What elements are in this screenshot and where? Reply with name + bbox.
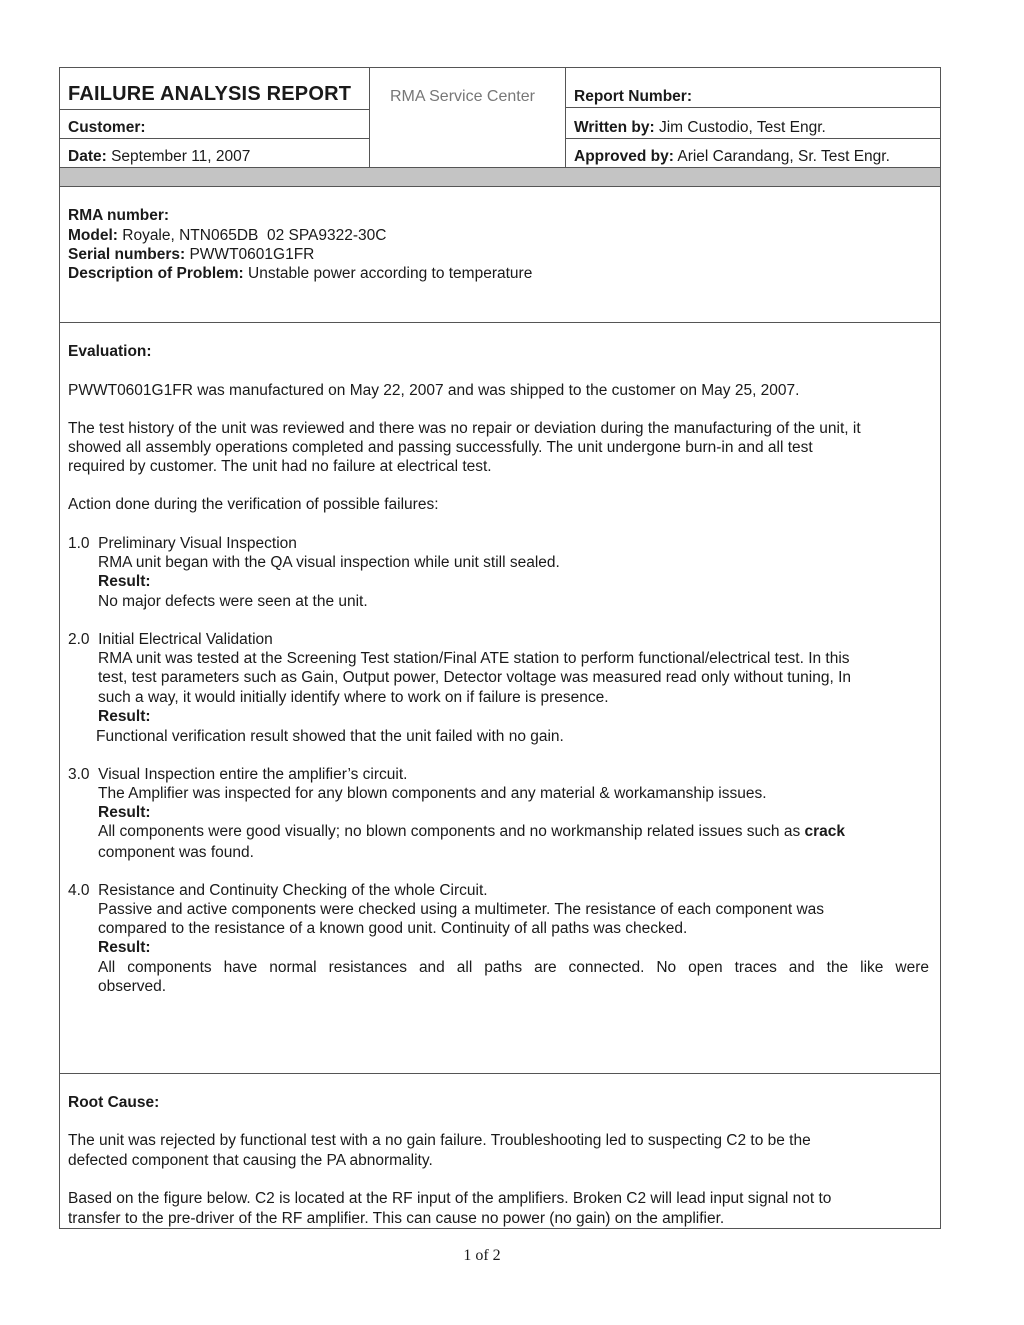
- date-label: Date:: [68, 148, 107, 165]
- step-3-result-text: All components were good visually; no blown components and no workmanship related issues such as: [98, 823, 805, 840]
- root-cause-para-1: The unit was rejected by functional test with a no gain failure. Troubleshooting led to suspecting C2 to be the: [68, 1132, 811, 1149]
- step-3-body: The Amplifier was inspected for any blown components and any material & workamanship issues.: [98, 785, 767, 802]
- step-2-body: such a way, it would initially identify where to work on if failure is presence.: [98, 689, 609, 706]
- root-cause-heading: Root Cause:: [68, 1094, 160, 1111]
- step-2-body: RMA unit was tested at the Screening Test station/Final ATE station to perform functional/electrical test. In this: [98, 650, 850, 667]
- header-rule-customer: [59, 138, 369, 139]
- step-1-result: No major defects were seen at the unit.: [98, 593, 368, 610]
- step-4-body: compared to the resistance of a known good unit. Continuity of all paths was checked.: [98, 920, 688, 937]
- step-3-result-label: Result:: [98, 804, 151, 821]
- written-by-field: [574, 119, 826, 137]
- step-3-result-line2: component was found.: [98, 844, 254, 861]
- action-intro: Action done during the verification of possible failures:: [68, 496, 439, 513]
- serial-field: [68, 246, 314, 264]
- history-line: showed all assembly operations completed and passing successfully. The unit undergone burn-in and all test: [68, 439, 813, 456]
- approved-by-value: Ariel Carandang, Sr. Test Engr.: [677, 148, 890, 165]
- header-rule-written: [565, 138, 941, 139]
- date-field: [68, 148, 250, 166]
- root-cause-para-2: transfer to the pre-driver of the RF amplifier. This can cause no power (no gain) on the amplifier.: [68, 1210, 725, 1227]
- model-label: Model:: [68, 227, 118, 244]
- model-field: [68, 227, 386, 245]
- step-1-title: 1.0 Preliminary Visual Inspection: [68, 535, 297, 552]
- serial-value: PWWT0601G1FR: [189, 246, 315, 263]
- serial-label: Serial numbers:: [68, 246, 186, 263]
- step-2-body: test, test parameters such as Gain, Output power, Detector voltage was measured read only without tuning, In: [98, 669, 852, 686]
- rma-number-label: RMA number:: [68, 207, 170, 224]
- approved-by-field: [574, 148, 890, 166]
- model-value: Royale, NTN065DB 02 SPA9322-30C: [122, 227, 387, 244]
- customer-label: Customer:: [68, 119, 146, 136]
- header-rule-report: [565, 107, 941, 108]
- step-2-title: 2.0 Initial Electrical Validation: [68, 631, 273, 648]
- problem-label: Description of Problem:: [68, 265, 244, 282]
- evaluation-intro: PWWT0601G1FR was manufactured on May 22, 2007 and was shipped to the customer on May 25, 2007.: [68, 382, 800, 399]
- history-line: The test history of the unit was reviewed and there was no repair or deviation during the manufacturing of the unit, it: [68, 420, 861, 437]
- problem-value: Unstable power according to temperature: [248, 265, 533, 282]
- step-3-result-emphasis: crack: [804, 823, 846, 840]
- report-number-label: Report Number:: [574, 88, 692, 105]
- report-title: FAILURE ANALYSIS REPORT: [68, 83, 352, 105]
- band-bottom-rule: [59, 186, 941, 187]
- step-4-result: All components have normal resistances and all paths are connected. No open traces and the like were: [98, 959, 929, 976]
- problem-field: [68, 265, 532, 283]
- step-1-body: RMA unit began with the QA visual inspection while unit still sealed.: [98, 554, 560, 571]
- evaluation-bottom-rule: [59, 1073, 941, 1074]
- step-3-result: [98, 823, 845, 841]
- written-by-label: Written by:: [574, 119, 655, 136]
- header-rule-title: [59, 109, 369, 110]
- root-cause-para-1: defected component that causing the PA abnormality.: [68, 1152, 433, 1169]
- written-by-value: Jim Custodio, Test Engr.: [658, 119, 826, 136]
- date-value: September 11, 2007: [111, 148, 251, 165]
- service-center-label: RMA Service Center: [390, 88, 535, 105]
- page-number: 1 of 2: [463, 1247, 501, 1264]
- step-1-result-label: Result:: [98, 573, 151, 590]
- history-line: required by customer. The unit had no failure at electrical test.: [68, 458, 492, 475]
- step-4-result-label: Result:: [98, 939, 151, 956]
- header-divider-right: [565, 67, 566, 167]
- root-cause-para-2: Based on the figure below. C2 is located at the RF input of the amplifiers. Broken C2 will lead input signal not to: [68, 1190, 832, 1207]
- step-2-result-label: Result:: [98, 708, 151, 725]
- gray-separator-band: [60, 168, 940, 186]
- evaluation-heading: Evaluation:: [68, 343, 152, 360]
- step-4-title: 4.0 Resistance and Continuity Checking of the whole Circuit.: [68, 882, 488, 899]
- approved-by-label: Approved by:: [574, 148, 674, 165]
- step-2-result: Functional verification result showed that the unit failed with no gain.: [96, 728, 564, 745]
- step-3-title: 3.0 Visual Inspection entire the amplifier’s circuit.: [68, 766, 408, 783]
- header-divider-left: [369, 67, 370, 167]
- unit-info-bottom-rule: [59, 322, 941, 323]
- step-4-body: Passive and active components were checked using a multimeter. The resistance of each component was: [98, 901, 825, 918]
- step-4-result-line2: observed.: [98, 978, 167, 995]
